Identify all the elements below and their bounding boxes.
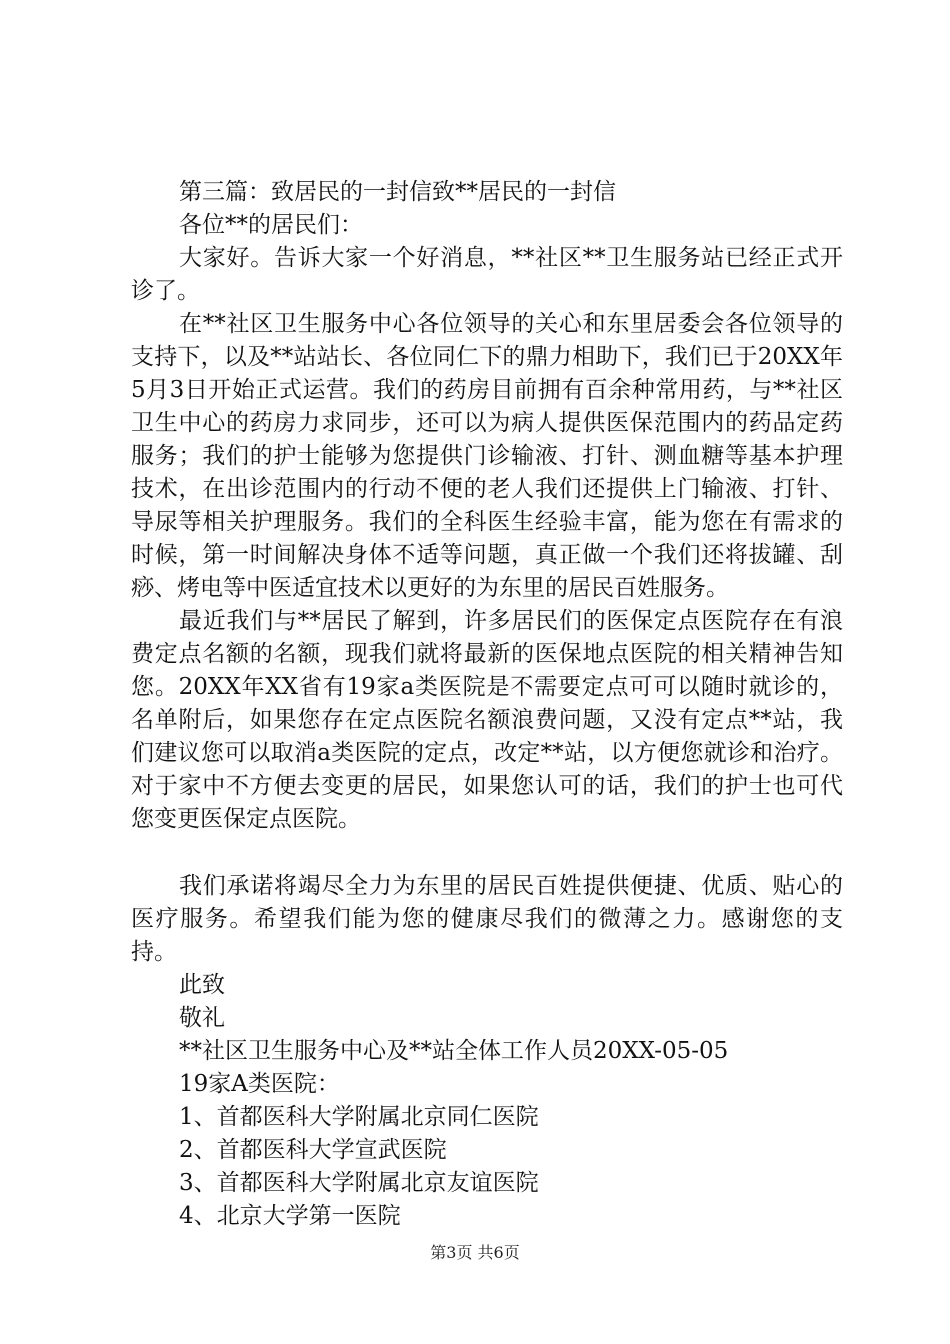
letter-title: 第三篇：致居民的一封信致**居民的一封信: [179, 179, 616, 205]
closing-ci-zhi: 此致: [179, 972, 225, 998]
hospital-list-item: 1、首都医科大学附属北京同仁医院: [179, 1104, 539, 1130]
paragraph-intro: 大家好。告诉大家一个好消息，**社区**卫生服务站已经正式开诊了。: [131, 245, 843, 304]
signature: **社区卫生服务中心及**站全体工作人员20XX-05-05: [179, 1038, 729, 1064]
hospital-list-title: 19家A类医院：: [179, 1071, 340, 1097]
hospital-list-item: 2、首都医科大学宣武医院: [179, 1137, 447, 1163]
closing-jing-li: 敬礼: [179, 1005, 225, 1031]
paragraph-commitment: 我们承诺将竭尽全力为东里的居民百姓提供便捷、优质、贴心的医疗服务。希望我们能为您的健康尽我们的微薄之力。感谢您的支持。: [131, 873, 843, 965]
letter-body: [131, 176, 843, 1233]
hospital-list-item: 3、首都医科大学附属北京友谊医院: [179, 1170, 539, 1196]
salutation: 各位**的居民们：: [179, 212, 363, 238]
paragraph-insurance: 最近我们与**居民了解到，许多居民们的医保定点医院存在有浪费定点名额的名额，现我们就将最新的医保地点医院的相关精神告知您。20XX年XX省有19家a类医院是不需要定点可可以随时就诊的，名单附后，如果您存在定点医院名额浪费问题，又没有定点**站，我们建议您可以取消a类医院的定点，改定**站，以方便您就诊和治疗。对于家中不方便去变更的居民，如果您认可的话，我们的护士也可代您变更医保定点医院。: [131, 608, 843, 832]
hospital-list-item: 4、北京大学第一医院: [179, 1203, 401, 1229]
page-number-footer: 第3页 共6页: [430, 1243, 520, 1262]
paragraph-gap: [131, 836, 843, 870]
paragraph-services: 在**社区卫生服务中心各位领导的关心和东里居委会各位领导的支持下，以及**站站长、各位同仁下的鼎力相助下，我们已于20XX年5月3日开始正式运营。我们的药房目前拥有百余种常用药，与**社区卫生中心的药房力求同步，还可以为病人提供医保范围内的药品定药服务；我们的护士能够为您提供门诊输液、打针、测血糖等基本护理技术，在出诊范围内的行动不便的老人我们还提供上门输液、打针、导尿等相关护理服务。我们的全科医生经验丰富，能为您在有需求的时候，第一时间解决身体不适等问题，真正做一个我们还将拔罐、刮痧、烤电等中医适宜技术以更好的为东里的居民百姓服务。: [131, 311, 843, 601]
